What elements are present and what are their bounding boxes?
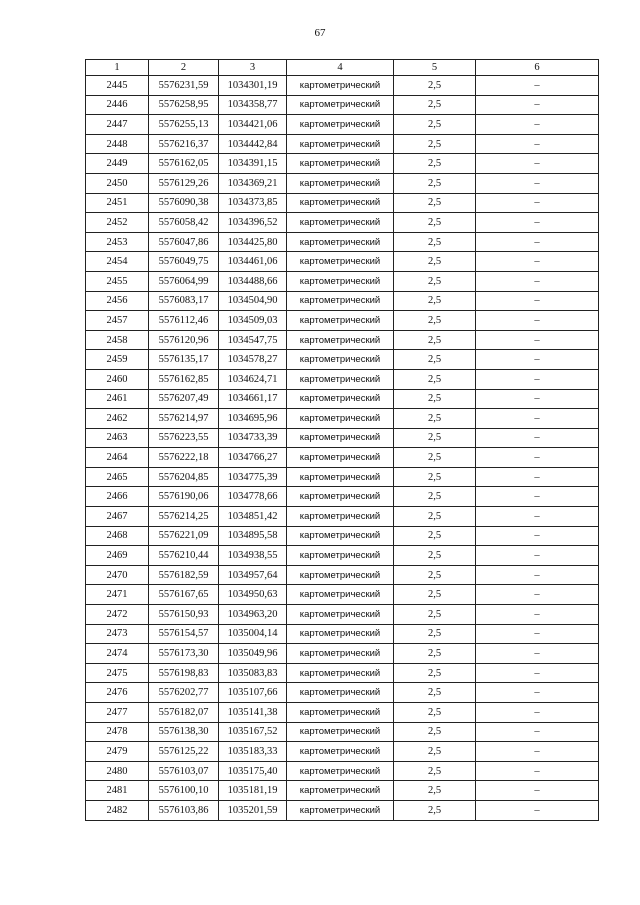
- table-row: [86, 624, 599, 644]
- column-header-2: 2: [149, 60, 219, 76]
- point-number-cell: 2466: [86, 487, 149, 507]
- table-row: [86, 585, 599, 605]
- table-row: [86, 448, 599, 468]
- note-cell: –: [476, 409, 599, 429]
- method-cell: картометрический: [287, 644, 394, 664]
- method-cell: картометрический: [287, 134, 394, 154]
- x-coordinate-cell: 5576103,86: [149, 800, 219, 820]
- point-number-cell: 2460: [86, 369, 149, 389]
- table-row: [86, 644, 599, 664]
- note-cell: –: [476, 76, 599, 96]
- x-coordinate-cell: 5576129,26: [149, 173, 219, 193]
- accuracy-cell: 2,5: [394, 232, 476, 252]
- y-coordinate-cell: 1034963,20: [219, 605, 287, 625]
- accuracy-cell: 2,5: [394, 389, 476, 409]
- point-number-cell: 2472: [86, 605, 149, 625]
- y-coordinate-cell: 1035167,52: [219, 722, 287, 742]
- note-cell: –: [476, 526, 599, 546]
- note-cell: –: [476, 350, 599, 370]
- note-cell: –: [476, 507, 599, 527]
- accuracy-cell: 2,5: [394, 330, 476, 350]
- y-coordinate-cell: 1034547,75: [219, 330, 287, 350]
- note-cell: –: [476, 565, 599, 585]
- y-coordinate-cell: 1035175,40: [219, 761, 287, 781]
- point-number-cell: 2463: [86, 428, 149, 448]
- point-number-cell: 2457: [86, 311, 149, 331]
- accuracy-cell: 2,5: [394, 800, 476, 820]
- x-coordinate-cell: 5576214,97: [149, 409, 219, 429]
- x-coordinate-cell: 5576173,30: [149, 644, 219, 664]
- y-coordinate-cell: 1034373,85: [219, 193, 287, 213]
- method-cell: картометрический: [287, 330, 394, 350]
- accuracy-cell: 2,5: [394, 703, 476, 723]
- method-cell: картометрический: [287, 448, 394, 468]
- method-cell: картометрический: [287, 781, 394, 801]
- accuracy-cell: 2,5: [394, 781, 476, 801]
- point-number-cell: 2447: [86, 115, 149, 135]
- point-number-cell: 2467: [86, 507, 149, 527]
- table-row: [86, 800, 599, 820]
- point-number-cell: 2478: [86, 722, 149, 742]
- note-cell: –: [476, 291, 599, 311]
- method-cell: картометрический: [287, 409, 394, 429]
- column-header-3: 3: [219, 60, 287, 76]
- y-coordinate-cell: 1034461,06: [219, 252, 287, 272]
- x-coordinate-cell: 5576258,95: [149, 95, 219, 115]
- x-coordinate-cell: 5576162,05: [149, 154, 219, 174]
- accuracy-cell: 2,5: [394, 546, 476, 566]
- note-cell: –: [476, 95, 599, 115]
- y-coordinate-cell: 1034957,64: [219, 565, 287, 585]
- y-coordinate-cell: 1034504,90: [219, 291, 287, 311]
- method-cell: картометрический: [287, 213, 394, 233]
- x-coordinate-cell: 5576103,07: [149, 761, 219, 781]
- accuracy-cell: 2,5: [394, 115, 476, 135]
- table-row: [86, 291, 599, 311]
- table-row: [86, 487, 599, 507]
- accuracy-cell: 2,5: [394, 467, 476, 487]
- table-row: [86, 605, 599, 625]
- table-header-row: [86, 60, 599, 76]
- method-cell: картометрический: [287, 95, 394, 115]
- method-cell: картометрический: [287, 487, 394, 507]
- table-row: [86, 428, 599, 448]
- point-number-cell: 2475: [86, 663, 149, 683]
- point-number-cell: 2455: [86, 271, 149, 291]
- point-number-cell: 2454: [86, 252, 149, 272]
- point-number-cell: 2448: [86, 134, 149, 154]
- accuracy-cell: 2,5: [394, 193, 476, 213]
- x-coordinate-cell: 5576207,49: [149, 389, 219, 409]
- table-row: [86, 761, 599, 781]
- point-number-cell: 2459: [86, 350, 149, 370]
- x-coordinate-cell: 5576231,59: [149, 76, 219, 96]
- method-cell: картометрический: [287, 683, 394, 703]
- note-cell: –: [476, 173, 599, 193]
- accuracy-cell: 2,5: [394, 448, 476, 468]
- y-coordinate-cell: 1035141,38: [219, 703, 287, 723]
- table-row: [86, 369, 599, 389]
- accuracy-cell: 2,5: [394, 311, 476, 331]
- note-cell: –: [476, 644, 599, 664]
- y-coordinate-cell: 1035107,66: [219, 683, 287, 703]
- column-header-4: 4: [287, 60, 394, 76]
- y-coordinate-cell: 1034369,21: [219, 173, 287, 193]
- method-cell: картометрический: [287, 428, 394, 448]
- x-coordinate-cell: 5576100,10: [149, 781, 219, 801]
- x-coordinate-cell: 5576210,44: [149, 546, 219, 566]
- column-header-1: 1: [86, 60, 149, 76]
- point-number-cell: 2456: [86, 291, 149, 311]
- note-cell: –: [476, 800, 599, 820]
- x-coordinate-cell: 5576167,65: [149, 585, 219, 605]
- x-coordinate-cell: 5576064,99: [149, 271, 219, 291]
- table-row: [86, 76, 599, 96]
- note-cell: –: [476, 232, 599, 252]
- accuracy-cell: 2,5: [394, 95, 476, 115]
- y-coordinate-cell: 1034578,27: [219, 350, 287, 370]
- method-cell: картометрический: [287, 173, 394, 193]
- point-number-cell: 2462: [86, 409, 149, 429]
- note-cell: –: [476, 683, 599, 703]
- x-coordinate-cell: 5576049,75: [149, 252, 219, 272]
- note-cell: –: [476, 663, 599, 683]
- y-coordinate-cell: 1035201,59: [219, 800, 287, 820]
- x-coordinate-cell: 5576202,77: [149, 683, 219, 703]
- point-number-cell: 2461: [86, 389, 149, 409]
- point-number-cell: 2477: [86, 703, 149, 723]
- method-cell: картометрический: [287, 565, 394, 585]
- accuracy-cell: 2,5: [394, 605, 476, 625]
- accuracy-cell: 2,5: [394, 154, 476, 174]
- accuracy-cell: 2,5: [394, 213, 476, 233]
- y-coordinate-cell: 1034358,77: [219, 95, 287, 115]
- point-number-cell: 2446: [86, 95, 149, 115]
- accuracy-cell: 2,5: [394, 565, 476, 585]
- accuracy-cell: 2,5: [394, 173, 476, 193]
- x-coordinate-cell: 5576112,46: [149, 311, 219, 331]
- point-number-cell: 2453: [86, 232, 149, 252]
- method-cell: картометрический: [287, 585, 394, 605]
- y-coordinate-cell: 1034895,58: [219, 526, 287, 546]
- x-coordinate-cell: 5576255,13: [149, 115, 219, 135]
- x-coordinate-cell: 5576090,38: [149, 193, 219, 213]
- table-row: [86, 781, 599, 801]
- point-number-cell: 2482: [86, 800, 149, 820]
- y-coordinate-cell: 1034624,71: [219, 369, 287, 389]
- note-cell: –: [476, 487, 599, 507]
- y-coordinate-cell: 1035181,19: [219, 781, 287, 801]
- accuracy-cell: 2,5: [394, 134, 476, 154]
- method-cell: картометрический: [287, 76, 394, 96]
- table-row: [86, 389, 599, 409]
- method-cell: картометрический: [287, 291, 394, 311]
- accuracy-cell: 2,5: [394, 428, 476, 448]
- note-cell: –: [476, 467, 599, 487]
- accuracy-cell: 2,5: [394, 409, 476, 429]
- x-coordinate-cell: 5576162,85: [149, 369, 219, 389]
- accuracy-cell: 2,5: [394, 722, 476, 742]
- y-coordinate-cell: 1034778,66: [219, 487, 287, 507]
- method-cell: картометрический: [287, 722, 394, 742]
- method-cell: картометрический: [287, 526, 394, 546]
- note-cell: –: [476, 428, 599, 448]
- x-coordinate-cell: 5576135,17: [149, 350, 219, 370]
- table-row: [86, 271, 599, 291]
- point-number-cell: 2474: [86, 644, 149, 664]
- y-coordinate-cell: 1034733,39: [219, 428, 287, 448]
- method-cell: картометрический: [287, 605, 394, 625]
- note-cell: –: [476, 624, 599, 644]
- y-coordinate-cell: 1034442,84: [219, 134, 287, 154]
- point-number-cell: 2450: [86, 173, 149, 193]
- table-body: [86, 76, 599, 821]
- x-coordinate-cell: 5576190,06: [149, 487, 219, 507]
- accuracy-cell: 2,5: [394, 742, 476, 762]
- note-cell: –: [476, 134, 599, 154]
- accuracy-cell: 2,5: [394, 585, 476, 605]
- point-number-cell: 2476: [86, 683, 149, 703]
- accuracy-cell: 2,5: [394, 350, 476, 370]
- y-coordinate-cell: 1034695,96: [219, 409, 287, 429]
- x-coordinate-cell: 5576058,42: [149, 213, 219, 233]
- point-number-cell: 2451: [86, 193, 149, 213]
- table-row: [86, 703, 599, 723]
- point-number-cell: 2465: [86, 467, 149, 487]
- note-cell: –: [476, 703, 599, 723]
- table-row: [86, 330, 599, 350]
- method-cell: картометрический: [287, 252, 394, 272]
- table-row: [86, 311, 599, 331]
- note-cell: –: [476, 585, 599, 605]
- accuracy-cell: 2,5: [394, 624, 476, 644]
- table-row: [86, 467, 599, 487]
- x-coordinate-cell: 5576154,57: [149, 624, 219, 644]
- x-coordinate-cell: 5576083,17: [149, 291, 219, 311]
- method-cell: картометрический: [287, 115, 394, 135]
- table-row: [86, 742, 599, 762]
- table-row: [86, 546, 599, 566]
- table-row: [86, 526, 599, 546]
- method-cell: картометрический: [287, 154, 394, 174]
- page-number: 67: [314, 27, 326, 39]
- y-coordinate-cell: 1035183,33: [219, 742, 287, 762]
- table-row: [86, 565, 599, 585]
- y-coordinate-cell: 1034509,03: [219, 311, 287, 331]
- x-coordinate-cell: 5576182,59: [149, 565, 219, 585]
- table-row: [86, 350, 599, 370]
- note-cell: –: [476, 389, 599, 409]
- point-number-cell: 2458: [86, 330, 149, 350]
- x-coordinate-cell: 5576125,22: [149, 742, 219, 762]
- method-cell: картометрический: [287, 742, 394, 762]
- x-coordinate-cell: 5576214,25: [149, 507, 219, 527]
- table-row: [86, 409, 599, 429]
- accuracy-cell: 2,5: [394, 683, 476, 703]
- x-coordinate-cell: 5576223,55: [149, 428, 219, 448]
- table-row: [86, 134, 599, 154]
- method-cell: картометрический: [287, 703, 394, 723]
- y-coordinate-cell: 1035083,83: [219, 663, 287, 683]
- note-cell: –: [476, 271, 599, 291]
- note-cell: –: [476, 742, 599, 762]
- point-number-cell: 2469: [86, 546, 149, 566]
- table-row: [86, 154, 599, 174]
- accuracy-cell: 2,5: [394, 526, 476, 546]
- method-cell: картометрический: [287, 761, 394, 781]
- note-cell: –: [476, 722, 599, 742]
- point-number-cell: 2480: [86, 761, 149, 781]
- x-coordinate-cell: 5576216,37: [149, 134, 219, 154]
- method-cell: картометрический: [287, 800, 394, 820]
- note-cell: –: [476, 761, 599, 781]
- x-coordinate-cell: 5576204,85: [149, 467, 219, 487]
- y-coordinate-cell: 1034851,42: [219, 507, 287, 527]
- method-cell: картометрический: [287, 350, 394, 370]
- method-cell: картометрический: [287, 271, 394, 291]
- note-cell: –: [476, 193, 599, 213]
- table-row: [86, 173, 599, 193]
- note-cell: –: [476, 154, 599, 174]
- x-coordinate-cell: 5576222,18: [149, 448, 219, 468]
- y-coordinate-cell: 1035004,14: [219, 624, 287, 644]
- y-coordinate-cell: 1034661,17: [219, 389, 287, 409]
- method-cell: картометрический: [287, 546, 394, 566]
- accuracy-cell: 2,5: [394, 369, 476, 389]
- method-cell: картометрический: [287, 193, 394, 213]
- y-coordinate-cell: 1034938,55: [219, 546, 287, 566]
- point-number-cell: 2445: [86, 76, 149, 96]
- y-coordinate-cell: 1034301,19: [219, 76, 287, 96]
- y-coordinate-cell: 1034950,63: [219, 585, 287, 605]
- y-coordinate-cell: 1035049,96: [219, 644, 287, 664]
- point-number-cell: 2449: [86, 154, 149, 174]
- table-row: [86, 722, 599, 742]
- column-header-6: 6: [476, 60, 599, 76]
- table-row: [86, 663, 599, 683]
- point-number-cell: 2470: [86, 565, 149, 585]
- x-coordinate-cell: 5576198,83: [149, 663, 219, 683]
- note-cell: –: [476, 213, 599, 233]
- accuracy-cell: 2,5: [394, 487, 476, 507]
- method-cell: картометрический: [287, 311, 394, 331]
- accuracy-cell: 2,5: [394, 663, 476, 683]
- y-coordinate-cell: 1034425,80: [219, 232, 287, 252]
- point-number-cell: 2464: [86, 448, 149, 468]
- table-row: [86, 683, 599, 703]
- y-coordinate-cell: 1034766,27: [219, 448, 287, 468]
- coordinates-table: [85, 59, 599, 821]
- method-cell: картометрический: [287, 624, 394, 644]
- note-cell: –: [476, 781, 599, 801]
- method-cell: картометрический: [287, 232, 394, 252]
- point-number-cell: 2452: [86, 213, 149, 233]
- table-row: [86, 95, 599, 115]
- table-row: [86, 252, 599, 272]
- table-row: [86, 232, 599, 252]
- x-coordinate-cell: 5576138,30: [149, 722, 219, 742]
- accuracy-cell: 2,5: [394, 507, 476, 527]
- y-coordinate-cell: 1034775,39: [219, 467, 287, 487]
- accuracy-cell: 2,5: [394, 271, 476, 291]
- accuracy-cell: 2,5: [394, 76, 476, 96]
- x-coordinate-cell: 5576047,86: [149, 232, 219, 252]
- table-row: [86, 213, 599, 233]
- method-cell: картометрический: [287, 467, 394, 487]
- accuracy-cell: 2,5: [394, 761, 476, 781]
- point-number-cell: 2468: [86, 526, 149, 546]
- note-cell: –: [476, 369, 599, 389]
- accuracy-cell: 2,5: [394, 291, 476, 311]
- note-cell: –: [476, 115, 599, 135]
- method-cell: картометрический: [287, 389, 394, 409]
- y-coordinate-cell: 1034421,06: [219, 115, 287, 135]
- column-header-5: 5: [394, 60, 476, 76]
- x-coordinate-cell: 5576221,09: [149, 526, 219, 546]
- x-coordinate-cell: 5576150,93: [149, 605, 219, 625]
- y-coordinate-cell: 1034391,15: [219, 154, 287, 174]
- x-coordinate-cell: 5576120,96: [149, 330, 219, 350]
- y-coordinate-cell: 1034396,52: [219, 213, 287, 233]
- point-number-cell: 2479: [86, 742, 149, 762]
- method-cell: картометрический: [287, 663, 394, 683]
- method-cell: картометрический: [287, 369, 394, 389]
- note-cell: –: [476, 605, 599, 625]
- accuracy-cell: 2,5: [394, 644, 476, 664]
- point-number-cell: 2473: [86, 624, 149, 644]
- table-row: [86, 193, 599, 213]
- accuracy-cell: 2,5: [394, 252, 476, 272]
- point-number-cell: 2471: [86, 585, 149, 605]
- note-cell: –: [476, 311, 599, 331]
- note-cell: –: [476, 448, 599, 468]
- x-coordinate-cell: 5576182,07: [149, 703, 219, 723]
- note-cell: –: [476, 546, 599, 566]
- table-row: [86, 507, 599, 527]
- note-cell: –: [476, 252, 599, 272]
- table-row: [86, 115, 599, 135]
- point-number-cell: 2481: [86, 781, 149, 801]
- method-cell: картометрический: [287, 507, 394, 527]
- note-cell: –: [476, 330, 599, 350]
- y-coordinate-cell: 1034488,66: [219, 271, 287, 291]
